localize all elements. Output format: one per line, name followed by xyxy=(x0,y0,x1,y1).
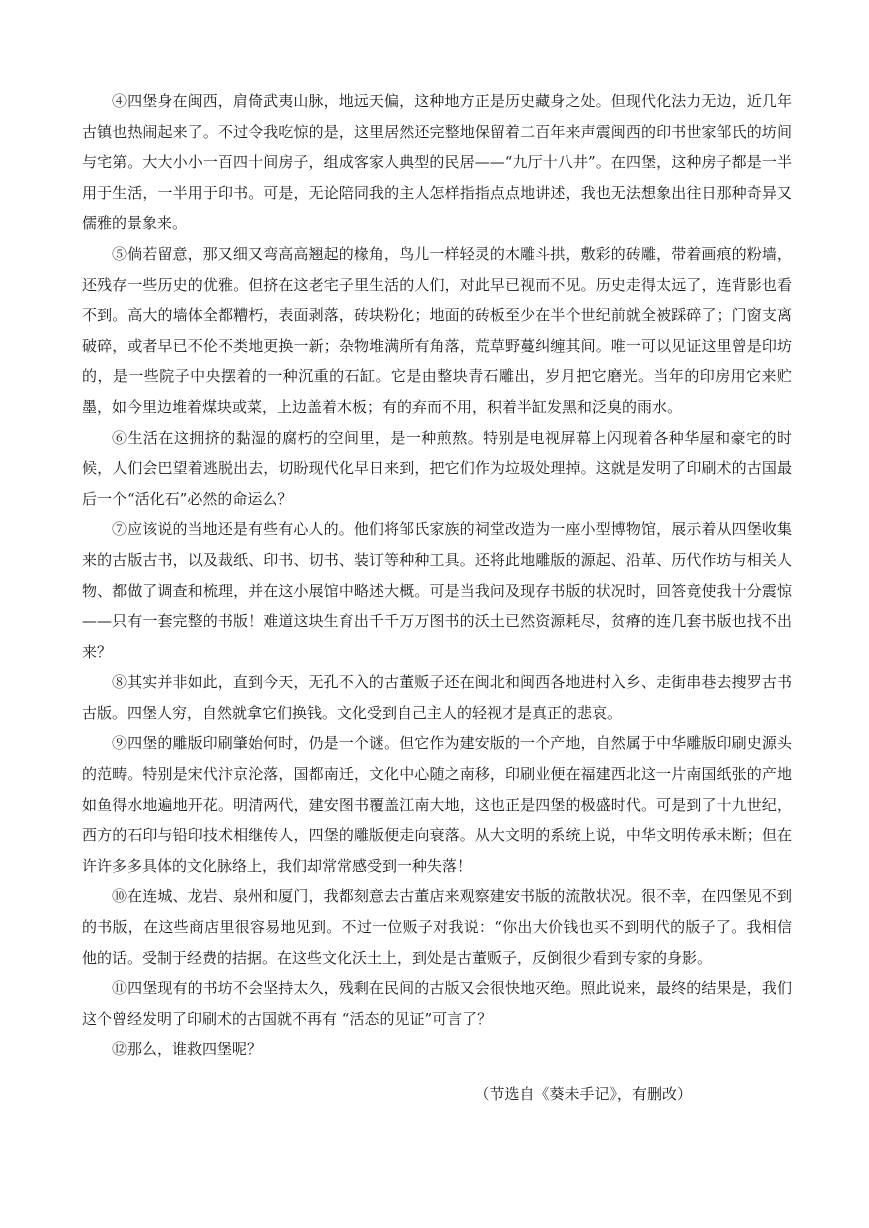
paragraph-12: ⑫那么，谁救四堡呢？ xyxy=(112,1040,263,1059)
paragraph-6: ⑥生活在这拥挤的黏湿的腐朽的空间里，是一种煎熬。特别是电视屏幕上闪现着各种华屋和豪宅的时候，人们会巴望着逃脱出去，切盼现代化早日来到，把它们作为垃圾处理掉。这就是发明了印刷术的古国最后一个“活化石”必然的命运么？ xyxy=(82,428,792,508)
paragraph-4: ④四堡身在闽西，肩倚武夷山脉，地远天偏，这种地方正是历史藏身之处。但现代化法力无边，近几年古镇也热闹起来了。不过令我吃惊的是，这里居然还完整地保留着二百年来声震闽西的印书世家邹氏的坊间与宅第。大大小小一百四十间房子，组成客家人典型的民居——“九厅十八井”。在四堡，这种房子都是一半用于生活，一半用于印书。可是，无论陪同我的主人怎样指指点点地讲述，我也无法想象出往日那种奇异又儒雅的景象来。 xyxy=(82,92,792,233)
paragraph-10: ⑩在连城、龙岩、泉州和厦门，我都刻意去古董店来观察建安书版的流散状况。很不幸，在四堡见不到的书版，在这些商店里很容易地见到。不过一位贩子对我说：“你出大价钱也买不到明代的版子了。我相信他的话。受制于经费的拮据。在这些文化沃土上，到处是古董贩子，反倒很少看到专家的身影。 xyxy=(82,887,792,967)
paragraph-5: ⑤倘若留意，那又细又弯高高翘起的椽角，鸟儿一样轻灵的木雕斗拱，敷彩的砖雕，带着画痕的粉墙，还残存一些历史的优雅。但挤在这老宅子里生活的人们，对此早已视而不见。历史走得太远了，连背影也看不到。高大的墙体全都糟朽，表面剥落，砖块粉化；地面的砖板至少在半个世纪前就全被踩碎了；门窗支离破碎，或者早已不伦不类地更换一新；杂物堆满所有角落，荒草野蔓纠缠其间。唯一可以见证这里曾是印坊的，是一些院子中央摆着的一种沉重的石缸。它是由整块青石雕出，岁月把它磨光。当年的印房用它来贮墨，如今里边堆着煤块或菜，上边盖着木板；有的弃而不用，积着半缸发黑和泛臭的雨水。 xyxy=(82,244,792,416)
paragraph-11: ⑪四堡现有的书坊不会坚持太久，残剩在民间的古版又会很快地灭绝。照此说来，最终的结果是，我们这个曾经发明了印刷术的古国就不再有 “活态的见证”可言了？ xyxy=(82,979,792,1028)
document-page xyxy=(82,86,792,1109)
paragraph-7: ⑦应该说的当地还是有些有心人的。他们将邹氏家族的祠堂改造为一座小型博物馆，展示着从四堡收集来的古版古书，以及裁纸、印书、切书、装订等种种工具。还将此地雕版的源起、沿革、历代作坊与相关人物、都做了调查和梳理，并在这小展馆中略述大概。可是当我问及现存书版的状况时，回答竟使我十分震惊——只有一套完整的书版！难道这块生育出千千万万图书的沃土已然资源耗尽，贫瘠的连几套书版也找不出来？ xyxy=(82,520,792,661)
source-citation: （节选自《葵未手记》，有删改） xyxy=(474,1085,692,1103)
paragraph-9: ⑨四堡的雕版印刷肇始何时，仍是一个谜。但它作为建安版的一个产地，自然属于中华雕版印刷史源头的范畴。特别是宋代汴京沦落，国都南迁，文化中心随之南移，印刷业便在福建西北这一片南国纸张的产地如鱼得水地遍地开花。明清两代，建安图书覆盖江南大地，这也正是四堡的极盛时代。可是到了十九世纪，西方的石印与铅印技术相继传人，四堡的雕版便走向衰落。从大文明的系统上说，中华文明传承未断；但在许许多多具体的文化脉络上，我们却常常感受到一种失落！ xyxy=(82,734,792,875)
paragraph-8: ⑧其实并非如此，直到今天，无孔不入的古董贩子还在闽北和闽西各地进村入乡、走街串巷去搜罗古书古版。四堡人穷，自然就拿它们换钱。文化受到自己主人的轻视才是真正的悲哀。 xyxy=(82,673,792,722)
